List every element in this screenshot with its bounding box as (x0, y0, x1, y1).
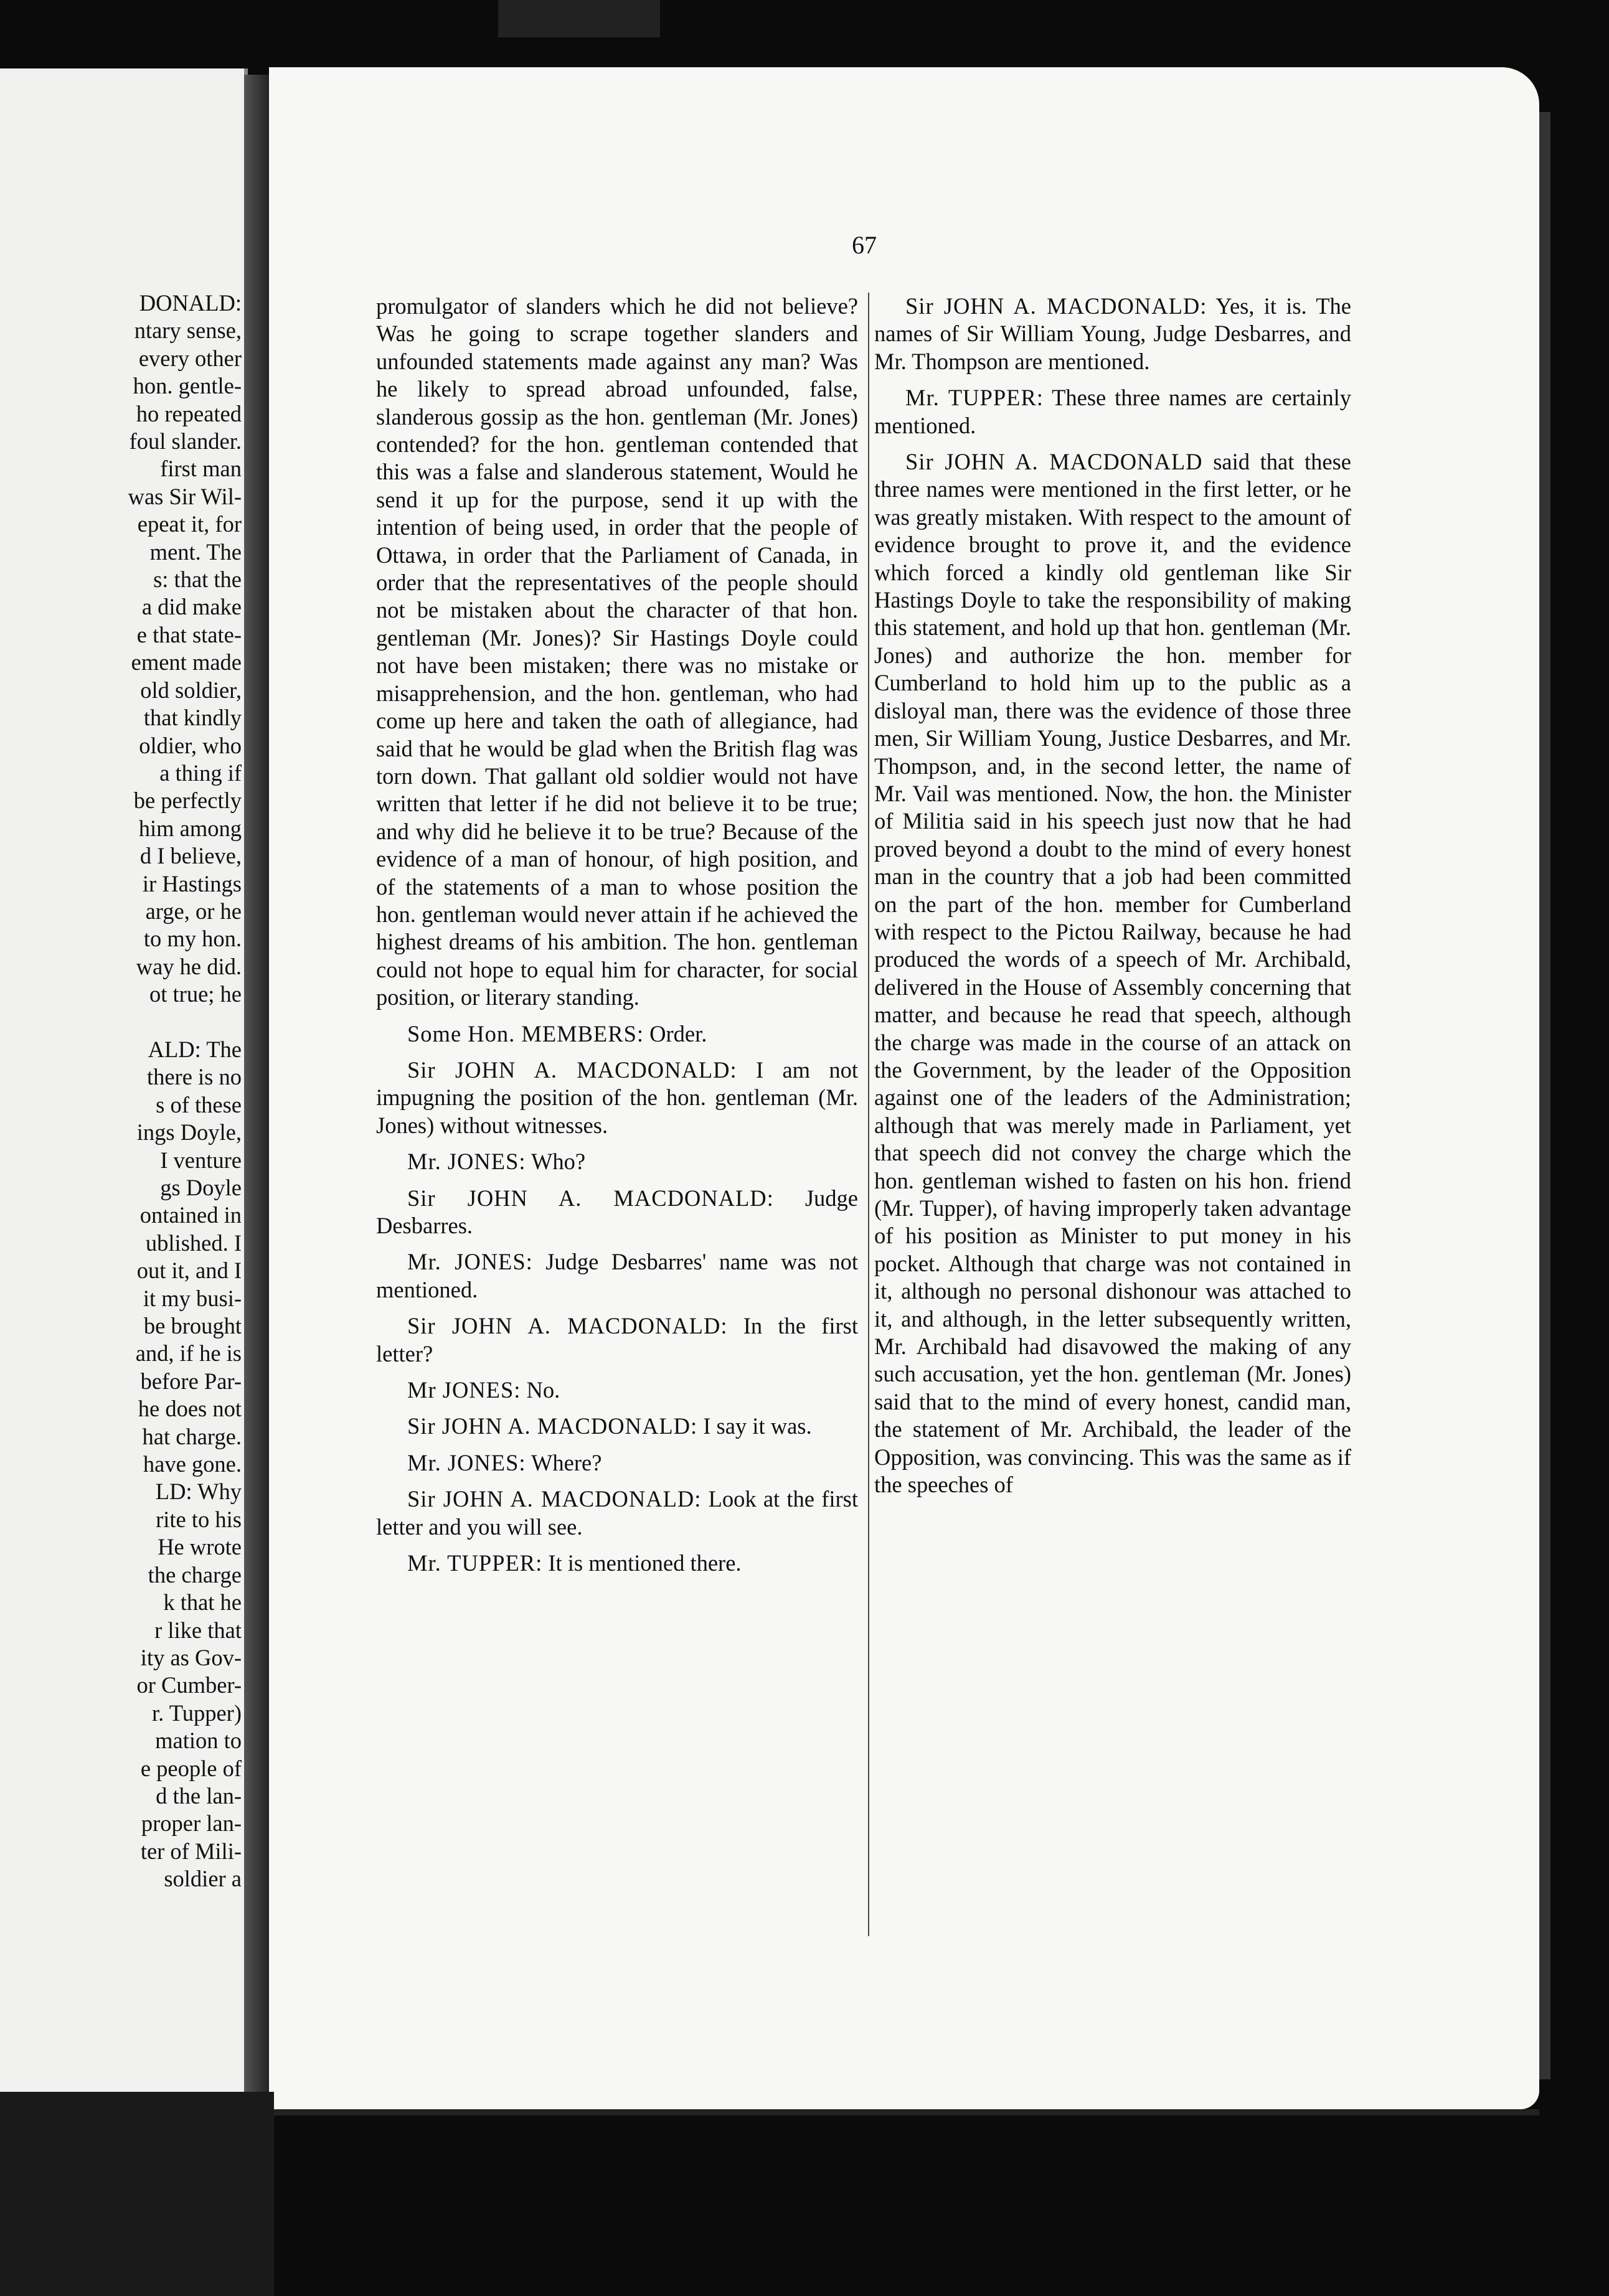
facing-page-line: gs Doyle (160, 1175, 242, 1200)
facing-page-line: hat charge. (142, 1423, 242, 1449)
paragraph-text: Who? (531, 1149, 586, 1175)
paragraph-text: Where? (531, 1449, 602, 1475)
facing-page-line: ALD: The (148, 1036, 242, 1062)
facing-page-line: be perfectly (133, 788, 242, 814)
paragraph (376, 1413, 858, 1440)
paragraph-text: In the first letter? (376, 1313, 858, 1367)
facing-page-line: was Sir Wil- (128, 483, 242, 509)
facing-page-line: mation to (155, 1728, 242, 1754)
facing-page-line: a thing if (159, 760, 242, 786)
paragraph (874, 448, 1351, 1499)
facing-page-line: ontained in (139, 1202, 242, 1228)
speaker-name: Sir JOHN A. MACDONALD: (407, 1313, 728, 1339)
paragraph-text: Yes, it is. The names of Sir William Young, Judge Desbarres, and Mr. Thompson are mentioned. (874, 293, 1351, 374)
facing-page-line: the charge (148, 1561, 242, 1588)
facing-page-line: before Par- (140, 1368, 242, 1394)
facing-page-line: it my busi- (143, 1285, 242, 1311)
facing-page-line: ot true; he (149, 981, 242, 1007)
speaker-name: Sir JOHN A. MACDONALD: (905, 293, 1207, 319)
paragraph-text: It is mentioned there. (548, 1550, 742, 1576)
facing-page-line: rite to his (156, 1506, 242, 1532)
facing-page-line: soldier a (164, 1866, 242, 1892)
facing-page-line: d the lan- (156, 1782, 242, 1809)
paragraph-text: Judge Desbarres' name was not mentioned. (376, 1249, 858, 1302)
facing-page-line: or Cumber- (136, 1672, 242, 1698)
facing-page-line: and, if he is (135, 1340, 242, 1367)
book-gutter (244, 75, 269, 2092)
facing-page-line: proper lan- (141, 1810, 242, 1837)
paragraph (376, 1312, 858, 1368)
facing-page-line: ement made (131, 649, 242, 675)
paragraph-text: I am not impugning the position of the hon. gentleman (Mr. Jones) without witnesses. (376, 1056, 858, 1138)
speaker-name: Mr. JONES: (407, 1149, 526, 1175)
speaker-name: Mr. TUPPER: (905, 385, 1044, 411)
speaker-name: Mr JONES: (407, 1377, 521, 1403)
facing-page-text-fragments (0, 289, 242, 1893)
text-column-right (874, 293, 1351, 1507)
facing-page-line: oldier, who (139, 732, 242, 758)
paragraph (376, 1376, 858, 1404)
facing-page-line: LD: Why (155, 1479, 242, 1505)
paragraph (874, 384, 1351, 440)
facing-page-line: foul slander. (129, 428, 242, 454)
facing-page-line: I venture (160, 1147, 242, 1173)
paragraph-text: These three names are certainly mentioned. (874, 385, 1351, 438)
facing-page-line: old soldier, (140, 677, 242, 703)
facing-page-line (0, 1009, 242, 1036)
paragraph-text: Look at the first letter and you will see. (376, 1486, 858, 1540)
speaker-name: Sir JOHN A. MACDONALD: (407, 1185, 774, 1211)
facing-page-line: He wrote (158, 1534, 242, 1560)
facing-page-line: ment. The (149, 539, 242, 565)
facing-page-line: ir Hastings (142, 870, 242, 896)
facing-page-line: e that state- (136, 621, 242, 647)
paragraph-text: said that these three names were mentioned in the first letter, or he was greatly mistaken. With respect to the amount of evidence brought to prove it, and the evidence which forced a kindly old gentleman like Sir Hastings Doyle to take the responsibility of making this statement, and hold up that hon. gentleman (Mr. Jones) and authorize the hon. member for Cumberland to hold him up to the public as a disloyal man, there was the evidence of those three men, Sir William Young, Justice Desbarres, and Mr. Thompson, and, in the second letter, the name of Mr. Vail was mentioned. Now, the hon. the Minister of Militia said in his speech just now that he had proved beyond a doubt to the mind of every honest man in the country that a job had been committed on the part of the hon. member for Cumberland with respect to the Pictou Railway, because he had produced the words of a speech of Mr. Archibald, delivered in the House of Assembly concerning that matter, and because he read that speech, although the charge was made in the course of an attack on the Government, by the leader of the Opposition against one of the leaders of the Administration; although that was merely made in Parliament, yet that speech did not convey the charge which the hon. gentleman wished to fasten on his hon. friend (Mr. Tupper), of having improperly taken advantage of his position as Minister to put money in his pocket. Although that charge was not contained in it, although no personal dishonour was attached to it, and although, in the letter subsequently written, Mr. Archibald had disavowed the making of any such accusation, yet the hon. gentleman (Mr. Jones) said that to the mind of every honest, candid man, the statement of Mr. Archibald, the leader of the Opposition, was convincing. This was the same as if the speeches of (874, 449, 1351, 1498)
facing-page-line: DONALD: (139, 290, 242, 316)
facing-page-line: ho repeated (136, 400, 242, 426)
facing-page-line: ublished. I (145, 1230, 242, 1256)
paragraph (874, 293, 1351, 375)
paragraph (376, 1550, 858, 1577)
speaker-name: Sir JOHN A. MACDONALD (905, 449, 1203, 475)
facing-page-line: d I believe, (139, 843, 242, 869)
facing-page-line: ity as Gov- (140, 1644, 242, 1670)
facing-page-line: way he did. (136, 953, 242, 979)
speaker-name: Mr. JONES: (407, 1449, 526, 1475)
facing-page-line: epeat it, for (137, 511, 242, 537)
facing-page-line: be brought (143, 1313, 242, 1339)
facing-page-line: out it, and I (136, 1258, 242, 1284)
facing-page-line: ings Doyle, (136, 1119, 242, 1146)
paragraph (376, 1020, 858, 1048)
facing-page-line: hon. gentle- (133, 373, 242, 399)
facing-page-line: ntary sense, (134, 318, 242, 344)
facing-page-left (0, 68, 248, 2092)
paragraph (376, 1485, 858, 1541)
page-number: 67 (852, 231, 877, 259)
facing-page-line: there is no (146, 1064, 242, 1090)
paragraph-text: No. (526, 1377, 560, 1403)
paragraph (376, 1148, 858, 1175)
paragraph (376, 1449, 858, 1477)
bottom-scrap (0, 2092, 274, 2296)
top-scrap (498, 0, 660, 37)
paragraph-text: Order. (649, 1020, 707, 1047)
speaker-name: Some Hon. MEMBERS: (407, 1020, 644, 1047)
facing-page-line: k that he (163, 1589, 242, 1616)
paragraph-text: promulgator of slanders which he did not believe? Was he going to scrape together slanders and unfounded statements made against any man? Was he likely to spread abroad unfounded, false, slanderous gossip as the hon. gentleman (Mr. Jones) contended? for the hon. gentleman contended that this was a false and slanderous statement, Would he send it up for the purpose, send it up with the intention of being used, in order that the people of Ottawa, in order that the Parliament of Canada, in order that the representatives of the people should not be mistaken about the character of that hon. gentleman (Mr. Jones)? Sir Hastings Doyle could not have been mistaken; there was no mistake or misapprehension, and the hon. gentleman, who had come up here and taken the oath of allegiance, had said that he would be glad when the British flag was torn down. That gallant old soldier would not have written that letter if he did not believe it to be true; and why did he believe it to be true? Because of the evidence of a man of honour, of high position, and of the statements of a man to whose position the hon. gentleman would never attain if he achieved the highest dreams of his ambition. The hon. gentleman could not hope to equal him for character, for social position, or literary standing. (376, 293, 858, 1010)
speaker-name: Sir JOHN A. MACDONALD: (407, 1486, 702, 1512)
speaker-name: Sir JOHN A. MACDONALD: (407, 1413, 698, 1439)
facing-page-line: he does not (138, 1396, 242, 1422)
paragraph-text: Judge Desbarres. (376, 1185, 858, 1238)
facing-page-line: r. Tupper) (151, 1700, 242, 1726)
paragraph (376, 293, 858, 1012)
facing-page-line: every other (138, 345, 242, 371)
paragraph (376, 1248, 858, 1304)
speaker-name: Mr. TUPPER: (407, 1550, 543, 1576)
facing-page-line: e people of (140, 1755, 242, 1781)
facing-page-line: have gone. (143, 1451, 242, 1477)
facing-page-line: that kindly (143, 705, 242, 731)
speaker-name: Mr. JONES: (407, 1249, 533, 1275)
paragraph (376, 1185, 858, 1240)
page-bottom-edge (269, 2109, 1539, 2115)
facing-page-line: a did make (141, 594, 242, 620)
page-edge (1539, 112, 1550, 2079)
facing-page-line: s: that the (153, 567, 242, 593)
facing-page-line: s of these (156, 1091, 242, 1117)
facing-page-line: arge, or he (145, 898, 242, 924)
facing-page-line: to my hon. (143, 926, 242, 952)
facing-page-line: ter of Mili- (140, 1838, 242, 1864)
facing-page-line: r like that (154, 1617, 242, 1643)
facing-page-line: first man (160, 456, 242, 482)
facing-page-line: him among (138, 815, 242, 841)
column-rule (868, 293, 869, 1936)
speaker-name: Sir JOHN A. MACDONALD: (407, 1056, 737, 1083)
paragraph (376, 1056, 858, 1139)
text-column-left (376, 293, 858, 1586)
paragraph-text: I say it was. (703, 1413, 812, 1439)
